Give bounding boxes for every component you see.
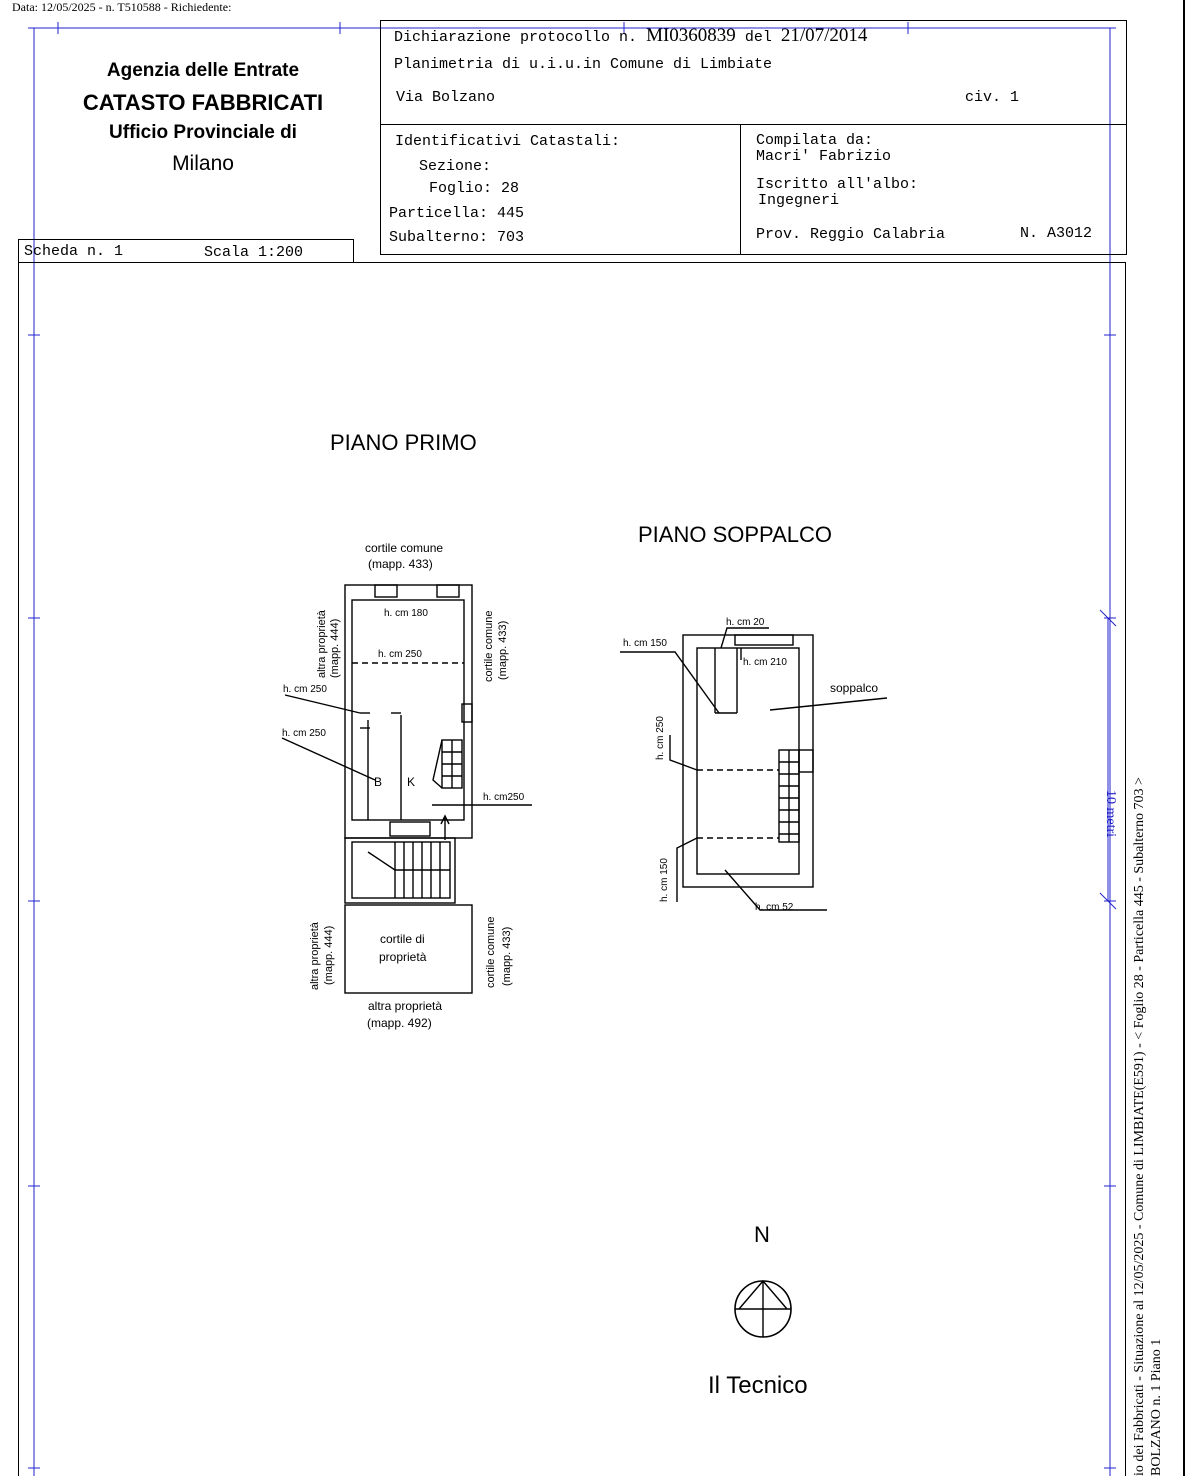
- label-mapp-433-top: (mapp. 433): [368, 557, 433, 571]
- plan-sheet-border: [18, 262, 1126, 1476]
- document-meta-line: Data: 12/05/2025 - n. T510588 - Richiedente:: [12, 0, 232, 14]
- label-h20: h. cm 20: [726, 617, 765, 628]
- scale-bar-label: 10 metri: [1103, 790, 1118, 838]
- primo-stair-angle: [433, 740, 442, 788]
- compiler-name: Macri' Fabrizio: [756, 148, 892, 165]
- subalterno-label: Subalterno:: [389, 229, 489, 246]
- north-arrow-icon: [732, 1278, 794, 1340]
- subalterno-value: 703: [497, 229, 525, 246]
- compiler-province: Prov. Reggio Calabria: [756, 226, 946, 243]
- primo-window-top-left: [375, 585, 397, 597]
- label-mapp-433-right-top: (mapp. 433): [497, 620, 509, 680]
- primo-leader-h250-1: [285, 695, 360, 713]
- del-label: del: [744, 29, 772, 46]
- label-soppalco: soppalco: [830, 681, 879, 695]
- label-room-b: B: [374, 775, 383, 789]
- primo-landing: [390, 822, 430, 836]
- foglio-label: Foglio:: [429, 180, 493, 197]
- primo-window-top-right: [437, 585, 459, 597]
- declaration-prefix: Dichiarazione protocollo n.: [394, 29, 638, 46]
- soppalco-top-window: [735, 635, 793, 645]
- office-label: Ufficio Provinciale di: [109, 122, 297, 143]
- label-h150-top: h. cm 150: [623, 638, 667, 649]
- north-label: N: [754, 1222, 770, 1247]
- soppalco-inner-wall: [697, 648, 799, 874]
- primo-lower-diagonal: [368, 852, 395, 870]
- label-cortile-comune-right-top: cortile comune: [483, 610, 495, 682]
- foglio-value: 28: [501, 180, 520, 197]
- label-cortile-comune-top: cortile comune: [365, 541, 444, 555]
- particella-label: Particella:: [389, 205, 489, 222]
- compiler-label: Compilata da:: [756, 132, 874, 149]
- agency-name: Agenzia delle Entrate: [106, 60, 300, 81]
- label-h150-vertical: h. cm 150: [659, 858, 670, 902]
- label-mapp-492: (mapp. 492): [367, 1016, 432, 1030]
- label-h250b: h. cm250: [483, 792, 525, 803]
- catasto-title: CATASTO FABBRICATI: [82, 90, 324, 115]
- primo-leader-h250-2: [282, 738, 375, 780]
- piano-soppalco-title: PIANO SOPPALCO: [638, 522, 832, 547]
- particella-value: 445: [497, 205, 525, 222]
- piano-primo-plan: [270, 530, 550, 1040]
- label-h250-left-1: h. cm 250: [283, 684, 327, 695]
- particella-row: [389, 205, 524, 222]
- soppalco-leader-h150-top: [620, 652, 719, 713]
- label-h210: h. cm 210: [743, 657, 787, 668]
- label-mapp-433-right-mid: (mapp. 433): [501, 926, 513, 986]
- side-caption-main: io dei Fabbricati - Situazione al 12/05/2025 - Comune di LIMBIATE(E591) - < Foglio 28 - Particella 445 - Subalterno 703 >: [1132, 777, 1147, 1476]
- foglio-row: [429, 180, 519, 197]
- civic-number: civ. 1: [965, 89, 1020, 106]
- scale-label: Scala 1:200: [204, 244, 304, 261]
- label-proprieta: proprietà: [379, 950, 427, 964]
- label-cortile-comune-right-mid: cortile comune: [485, 916, 497, 988]
- piano-soppalco-plan: [615, 610, 905, 920]
- label-h180: h. cm 180: [384, 608, 428, 619]
- label-h250-mid: h. cm 250: [378, 649, 422, 660]
- albo-value: Ingegneri: [758, 192, 840, 209]
- label-h250-left-2: h. cm 250: [282, 728, 326, 739]
- compiler-register-number: N. A3012: [1020, 225, 1093, 242]
- label-h52: h. cm 52: [755, 902, 794, 913]
- sezione-label: Sezione:: [419, 158, 492, 175]
- label-mapp-444-mid: (mapp. 444): [323, 925, 335, 985]
- protocol-number: MI0360839: [646, 25, 736, 46]
- label-room-k: K: [407, 775, 416, 789]
- soppalco-window-right: [799, 750, 813, 772]
- scheda-number: Scheda n. 1: [24, 243, 124, 260]
- soppalco-leader-h150-bottom: [677, 838, 697, 902]
- declaration-line: [394, 25, 867, 47]
- tecnico-label: Il Tecnico: [708, 1372, 808, 1399]
- street-name: Via Bolzano: [396, 89, 496, 106]
- identifiers-title: Identificativi Catastali:: [395, 133, 621, 150]
- primo-cortile-di-proprieta: [345, 905, 472, 993]
- side-caption-address: BOLZANO n. 1 Piano 1: [1149, 1338, 1164, 1476]
- label-h250-vertical: h. cm 250: [655, 716, 666, 760]
- label-cortile-di: cortile di: [380, 932, 425, 946]
- soppalco-leader-soppalco: [770, 698, 887, 710]
- label-mapp-444-top: (mapp. 444): [329, 618, 341, 678]
- office-city: Milano: [172, 152, 234, 175]
- label-altra-proprieta-mid: altra proprietà: [309, 922, 321, 990]
- soppalco-outer-wall: [683, 635, 813, 887]
- piano-primo-title: PIANO PRIMO: [330, 430, 477, 455]
- albo-label: Iscritto all'albo:: [756, 176, 919, 193]
- planimetria-line: Planimetria di u.i.u.in Comune di Limbiate: [394, 56, 773, 73]
- label-altra-proprieta-top: altra proprietà: [316, 610, 328, 678]
- primo-outer-wall: [345, 585, 472, 838]
- label-altra-proprieta-bottom: altra proprietà: [368, 999, 443, 1013]
- protocol-date: 21/07/2014: [780, 25, 868, 46]
- subalterno-row: [389, 229, 524, 246]
